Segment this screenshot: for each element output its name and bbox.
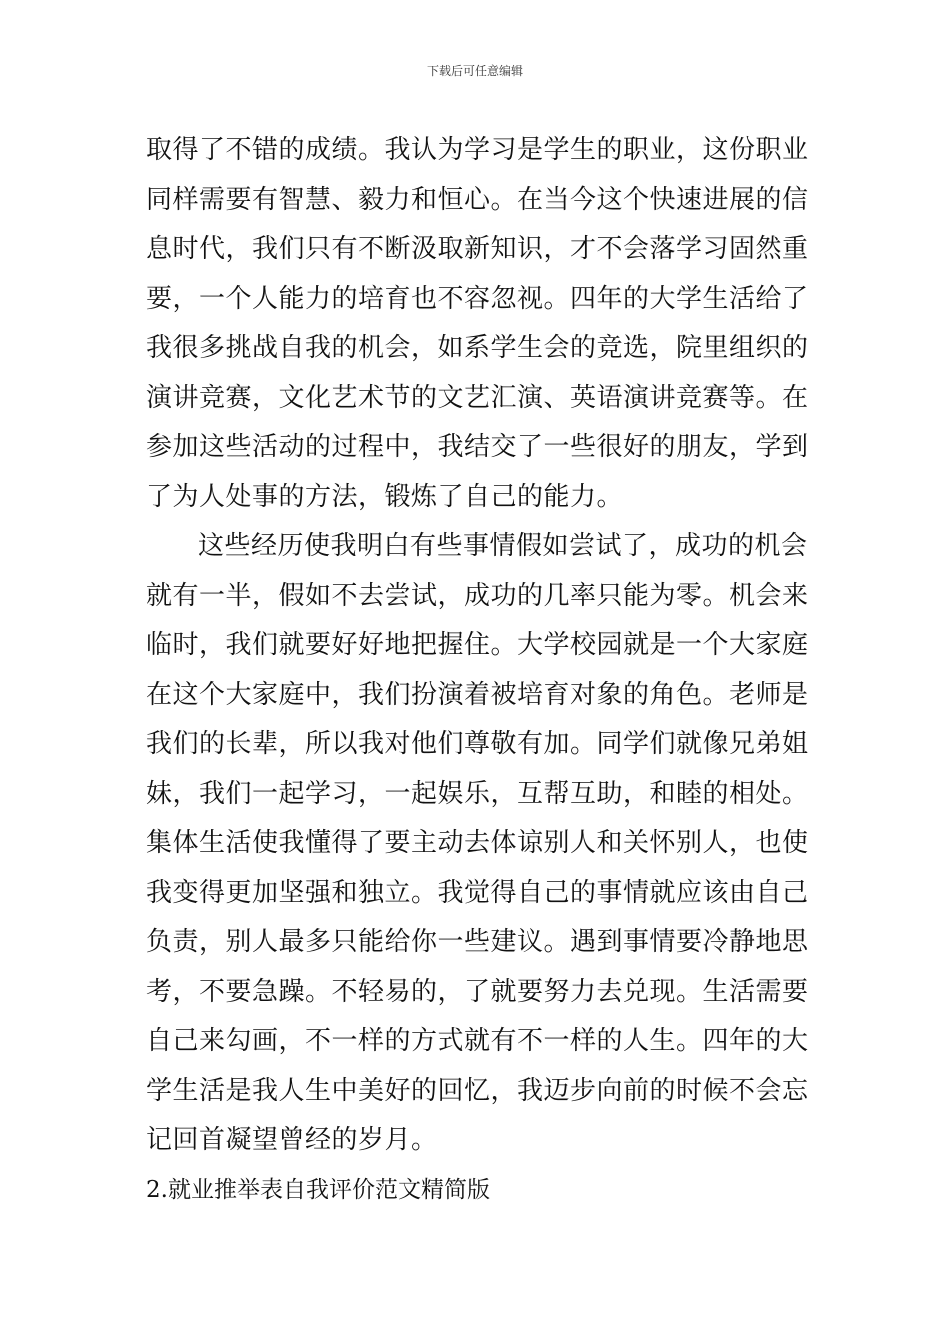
section-heading: 2.就业推举表自我评价范文精简版 [146, 1176, 490, 1203]
text-line: 我变得更加坚强和独立。我觉得自己的事情就应该由自己 [146, 877, 809, 908]
document-body [146, 126, 808, 1215]
text-line: 参加这些活动的过程中，我结交了一些很好的朋友，学到 [146, 432, 809, 462]
text-line: 我们的长辈，所以我对他们尊敬有加。同学们就像兄弟姐 [146, 729, 809, 759]
text-line: 临时，我们就要好好地把握住。大学校园就是一个大家庭 [146, 630, 809, 660]
text-line: 考，不要急躁。不轻易的，了就要努力去兑现。生活需要 [146, 976, 809, 1007]
text-line: 集体生活使我懂得了要主动去体谅别人和关怀别人，也使 [146, 828, 809, 858]
text-line: 在这个大家庭中，我们扮演着被培育对象的角色。老师是 [146, 679, 809, 710]
text-line: 就有一半，假如不去尝试，成功的几率只能为零。机会来 [146, 580, 809, 611]
text-line: 我很多挑战自我的机会，如系学生会的竞选，院里组织的 [146, 333, 809, 363]
text-line: 妹，我们一起学习，一起娱乐，互帮互助，和睦的相处。 [146, 778, 809, 809]
text-line: 这些经历使我明白有些事情假如尝试了，成功的机会 [198, 531, 808, 561]
text-line: 同样需要有智慧、毅力和恒心。在当今这个快速进展的信 [146, 184, 809, 215]
text-line: 自己来勾画，不一样的方式就有不一样的人生。四年的大 [146, 1026, 809, 1056]
text-line: 学生活是我人生中美好的回忆，我迈步向前的时候不会忘 [146, 1075, 809, 1106]
text-line: 负责，别人最多只能给你一些建议。遇到事情要冷静地思 [146, 927, 809, 957]
text-line: 了为人处事的方法，锻炼了自己的能力。 [146, 481, 624, 512]
page-header-note: 下载后可任意编辑 [426, 64, 523, 78]
text-line: 要，一个人能力的培育也不容忽视。四年的大学生活给了 [146, 283, 809, 314]
text-line: 记回首凝望曾经的岁月。 [146, 1125, 438, 1155]
paragraph-1 [146, 126, 808, 522]
text-line: 取得了不错的成绩。我认为学习是学生的职业，这份职业 [146, 135, 809, 165]
text-line: 息时代，我们只有不断汲取新知识，才不会落学习固然重 [146, 234, 809, 264]
text-line: 演讲竞赛，文化艺术节的文艺汇演、英语演讲竞赛等。在 [146, 382, 809, 413]
paragraph-2 [146, 522, 808, 1166]
